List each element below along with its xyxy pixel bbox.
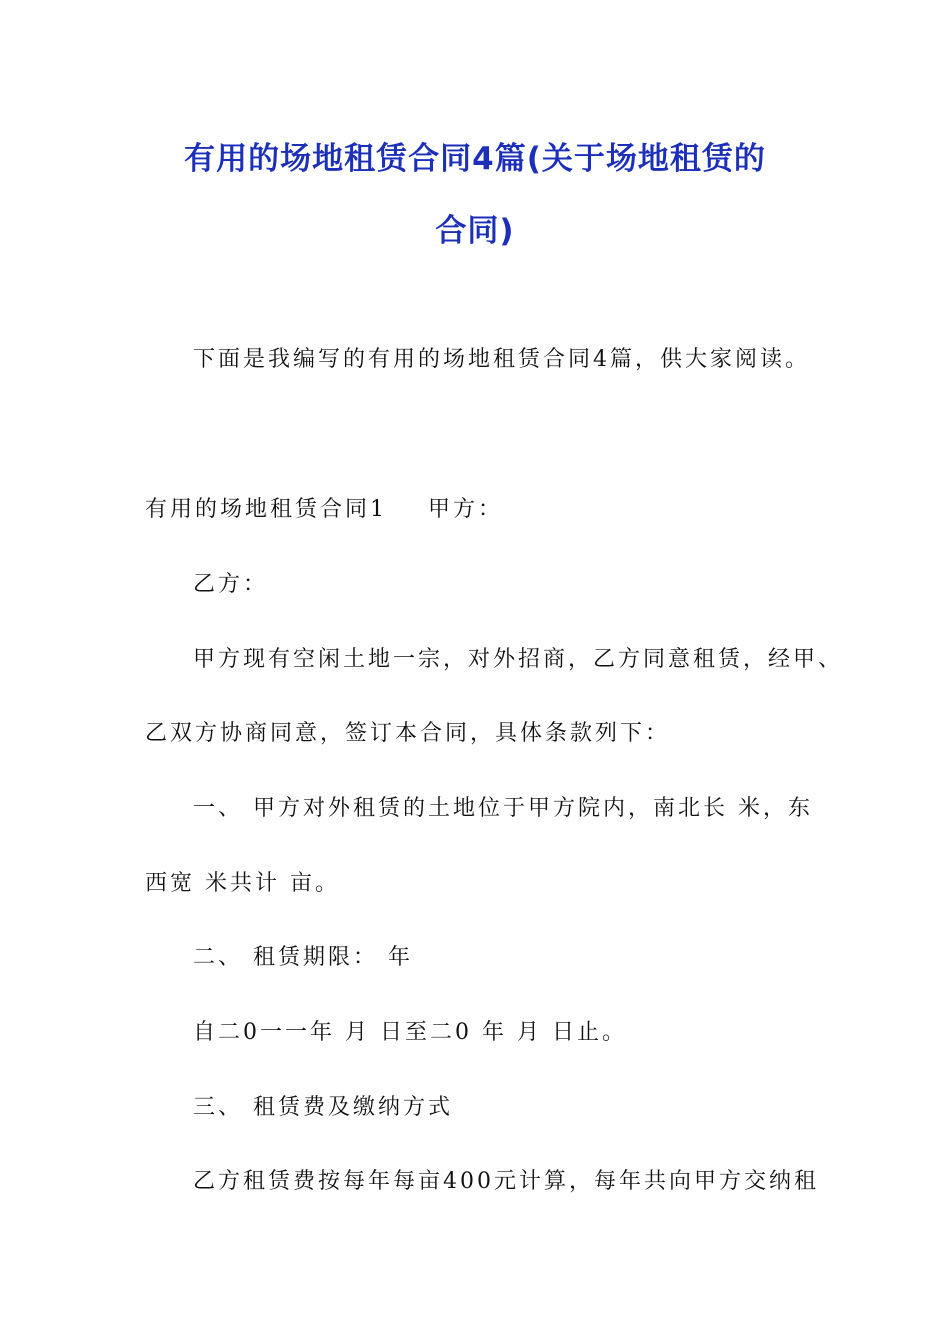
clause-3-line-1: 乙方租赁费按每年每亩400元计算，每年共向甲方交纳租	[193, 1169, 819, 1194]
section-heading: 有用的场地租赁合同1	[145, 497, 387, 522]
clause-3-heading: 三、 租赁费及缴纳方式	[193, 1095, 453, 1120]
intro-paragraph: 下面是我编写的有用的场地租赁合同4篇，供大家阅读。	[193, 347, 810, 372]
document-title-line-2: 合同)	[435, 213, 515, 249]
document-title-line-1: 有用的场地租赁合同4篇(关于场地租赁的	[184, 141, 766, 177]
clause-1-line-1: 一、 甲方对外租赁的土地位于甲方院内，南北长 米，东	[193, 796, 813, 821]
clause-2-dates: 自二0一一年 月 日至二0 年 月 日止。	[193, 1020, 627, 1045]
clause-1-line-2: 西宽 米共计 亩。	[145, 871, 340, 896]
clause-2: 二、 租赁期限： 年	[193, 945, 413, 970]
paragraph-1-line-1: 甲方现有空闲土地一宗，对外招商，乙方同意租赁，经甲、	[193, 647, 844, 672]
party-b-label: 乙方：	[193, 572, 269, 597]
paragraph-1-line-2: 乙双方协商同意，签订本合同，具体条款列下：	[145, 721, 671, 746]
party-a-label: 甲方：	[428, 497, 504, 522]
